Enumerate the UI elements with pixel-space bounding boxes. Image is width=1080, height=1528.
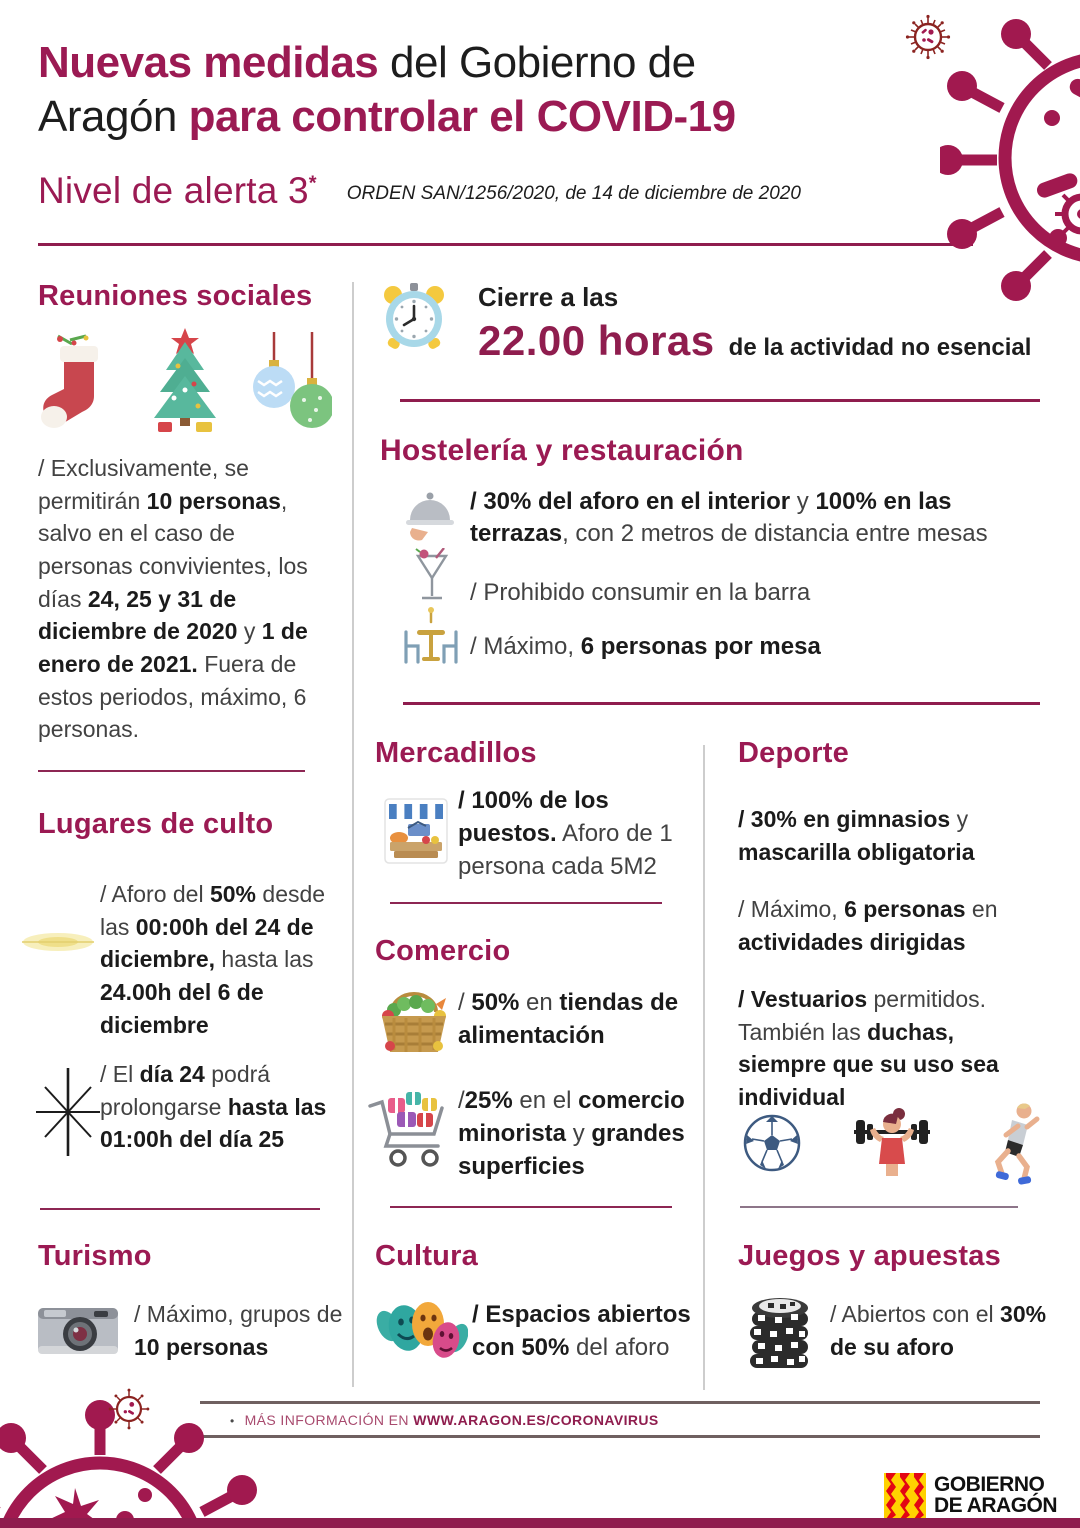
aragon-flag-icon	[884, 1473, 926, 1519]
footer-line-top	[200, 1401, 1040, 1404]
footer-line-bottom	[200, 1435, 1040, 1438]
hosteleria-item-3: / Máximo, 6 personas por mesa	[470, 633, 821, 660]
market-stall-icon	[384, 798, 448, 864]
order-reference: ORDEN SAN/1256/2020, de 14 de diciembre de 2020	[346, 183, 801, 204]
divider-comercio	[390, 1206, 672, 1208]
logo-line1: GOBIERNO	[934, 1473, 1045, 1497]
turismo-item-1: / Máximo, grupos de 10 personas	[134, 1301, 343, 1360]
shopping-cart-icon	[366, 1086, 458, 1172]
comercio-item-2: /25% en el comercio minorista y grandes superficies	[458, 1087, 685, 1181]
runner-icon	[982, 1100, 1046, 1186]
grocery-basket-icon	[376, 990, 452, 1056]
alert-asterisk: *	[308, 172, 317, 195]
footer-info-url[interactable]: WWW.ARAGON.ES/CORONAVIRUS	[413, 1412, 659, 1428]
section-title-comercio: Comercio	[375, 935, 511, 967]
star-icon	[28, 1066, 108, 1158]
christmas-tree-icon	[144, 326, 226, 436]
page-title	[38, 36, 938, 143]
divider-reuniones	[38, 770, 305, 772]
virus-large-icon	[940, 0, 1080, 316]
logo-text	[934, 1475, 1057, 1516]
column-divider-right	[703, 745, 705, 1390]
closure-banner	[478, 282, 1031, 365]
deporte-item-3: / Vestuarios permitidos. También las duchas, siempre que su uso sea individual	[738, 986, 999, 1110]
gobierno-aragon-logo	[884, 1473, 1057, 1519]
closure-suffix: de la actividad no esencial	[728, 334, 1032, 361]
soccer-ball-icon	[742, 1113, 802, 1173]
mercadillos-item-1: / 100% de los puestos. Aforo de 1 persona cada 5M2	[458, 787, 673, 881]
footer-info-prefix: MÁS INFORMACIÓN EN	[244, 1412, 414, 1428]
divider-hosteleria	[403, 702, 1040, 705]
section-title-cultura: Cultura	[375, 1240, 478, 1272]
alert-level: Nivel de alerta 3*	[38, 170, 317, 211]
virus-small-icon-bottom	[106, 1386, 152, 1432]
deporte-item-2: / Máximo, 6 personas en actividades dirigidas	[738, 896, 998, 955]
divider-mercadillos	[390, 902, 662, 904]
header-rule	[38, 243, 973, 246]
divider-deporte	[740, 1206, 1018, 1208]
section-title-culto: Lugares de culto	[38, 808, 274, 840]
alert-level-row	[38, 170, 801, 212]
christmas-stocking-icon	[40, 334, 118, 436]
bullet-icon: •	[230, 1414, 235, 1428]
culto-item-1: / Aforo del 50% desde las 00:00h del 24 de diciembre, hasta las 24.00h del 6 de diciembre	[100, 881, 326, 1038]
divider-closure	[400, 399, 1040, 402]
reuniones-text: / Exclusivamente, se permitirán 10 personas, salvo en el caso de personas convivientes, los días 24, 25 y 31 de diciembre de 2020 y 1 de enero de 2021. Fuera de estos periodos, máximo, 6 personas.	[38, 455, 308, 743]
theater-masks-icon	[376, 1292, 468, 1368]
serving-cloche-icon	[404, 490, 456, 542]
camera-icon	[36, 1298, 120, 1360]
alarm-clock-icon	[380, 281, 448, 353]
section-title-hosteleria: Hostelería y restauración	[380, 434, 744, 467]
culto-item-2: / El día 24 podrá prolongarse hasta las 01:00h del día 25	[100, 1061, 327, 1153]
comercio-item-1: / 50% en tiendas de alimentación	[458, 989, 679, 1050]
closure-time: 22.00 horas	[478, 317, 715, 364]
christmas-ornaments-icon	[252, 332, 332, 436]
hosteleria-item-2: / Prohibido consumir en la barra	[470, 579, 811, 606]
cultura-item-1: / Espacios abiertos con 50% del aforo	[472, 1301, 691, 1362]
column-divider-left	[352, 282, 354, 1387]
deporte-item-1: / 30% en gimnasios y mascarilla obligatoria	[738, 806, 975, 865]
section-title-mercadillos: Mercadillos	[375, 737, 537, 769]
bottom-accent-strip	[0, 1518, 1080, 1528]
logo-line2: DE ARAGÓN	[934, 1494, 1058, 1517]
table-chairs-icon	[398, 606, 464, 668]
section-title-juegos: Juegos y apuestas	[738, 1240, 1001, 1272]
section-title-reuniones: Reuniones sociales	[38, 280, 313, 312]
christmas-icons-row	[40, 326, 332, 436]
juegos-item-1: / Abiertos con el 30% de su aforo	[830, 1301, 1047, 1360]
section-title-deporte: Deporte	[738, 737, 849, 769]
virus-small-icon	[903, 12, 953, 62]
closure-intro: Cierre a las	[478, 282, 619, 312]
footer-info	[230, 1412, 659, 1428]
hosteleria-item-1: / 30% del aforo en el interior y 100% en las terrazas, con 2 metros de distancia entre mesas	[470, 488, 988, 548]
casino-chips-icon	[744, 1290, 814, 1374]
candle-glow-icon	[20, 922, 96, 962]
divider-culto	[40, 1208, 320, 1210]
sports-icons-row	[742, 1100, 1046, 1186]
section-title-turismo: Turismo	[38, 1240, 152, 1272]
page-title-line1: Nuevas medidas del Gobierno de	[38, 38, 696, 87]
page-title-line2: Aragón para controlar el COVID-19	[38, 91, 736, 141]
weightlifting-icon	[850, 1104, 934, 1182]
